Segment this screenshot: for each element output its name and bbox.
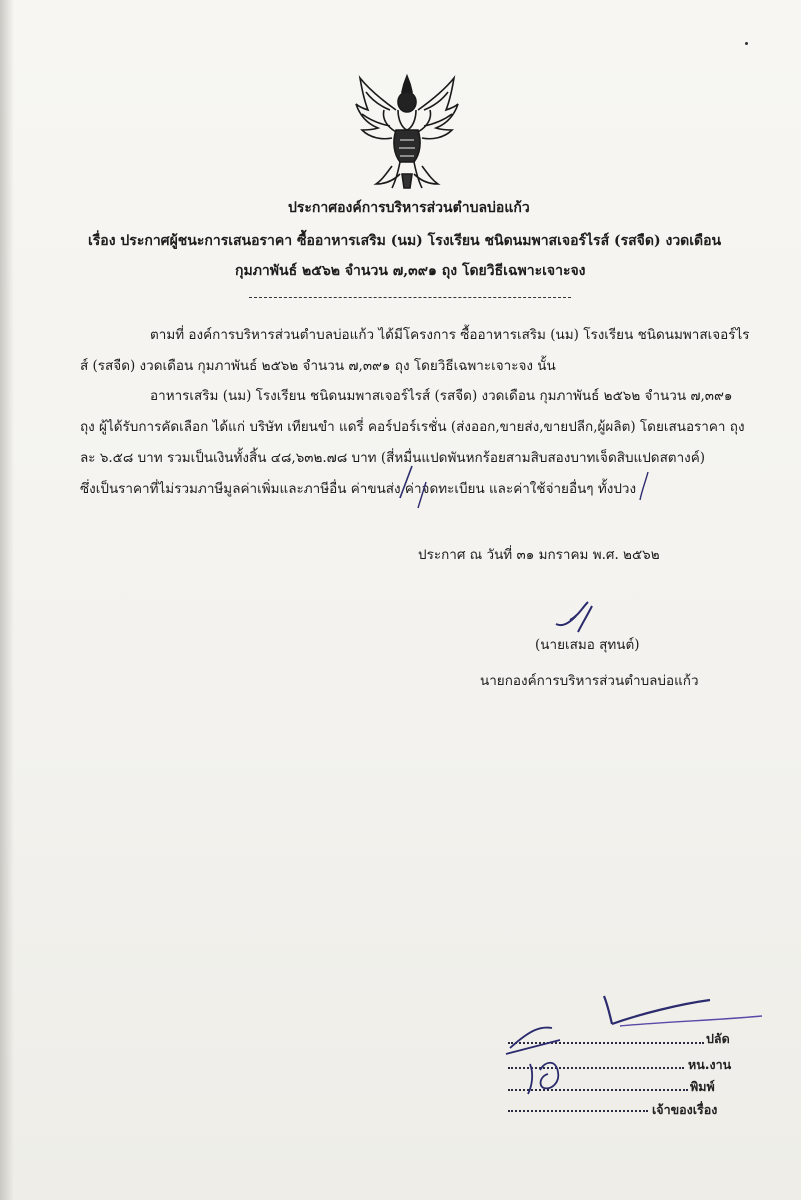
- paragraph-2-line-2: ถุง ผู้ได้รับการคัดเลือก ได้แก่ บริษัท เทียนขำ แดรี่ คอร์ปอร์เรชั่น (ส่งออก,ขายส่ง,ขายปลีก,ผู้ผลิต) โดยเสนอราคา ถุง: [80, 419, 745, 435]
- approval-initials: [500, 990, 780, 1110]
- approval-label-section-head: หน.งาน: [688, 1057, 732, 1072]
- signatory-name: (นายเสมอ สุทนต์): [535, 637, 640, 653]
- signature-scribble: [548, 598, 608, 638]
- approval-label-owner: เจ้าของเรื่อง: [652, 1102, 718, 1117]
- approval-label-typist: พิมพ์: [690, 1079, 715, 1094]
- signatory-position: นายกองค์การบริหารส่วนตำบลบ่อแก้ว: [480, 673, 699, 689]
- paragraph-2-line-4: ซึ่งเป็นราคาที่ไม่รวมภาษีมูลค่าเพิ่มและภาษีอื่น ค่าขนส่ง ค่าจดทะเบียน และค่าใช้จ่ายอื่นๆ ทั้งปวง: [80, 481, 637, 497]
- paragraph-2-line-1: อาหารเสริม (นม) โรงเรียน ชนิดนมพาสเจอร์ไรส์ (รสจืด) งวดเดือน กุมภาพันธ์ ๒๕๖๒ จำนวน ๗,๓๙๑: [150, 388, 733, 404]
- subject-line-1: เรื่อง ประกาศผู้ชนะการเสนอราคา ซื้ออาหารเสริม (นม) โรงเรียน ชนิดนมพาสเจอร์ไรส์ (รสจืด) งวดเดือน: [88, 233, 722, 249]
- org-announcement-title: ประกาศองค์การบริหารส่วนตำบลบ่อแก้ว: [288, 200, 530, 216]
- subject-line-2: กุมภาพันธ์ ๒๕๖๒ จำนวน ๗,๓๙๑ ถุง โดยวิธีเฉพาะเจาะจง: [235, 263, 586, 279]
- scan-speck: [745, 42, 748, 45]
- header-divider: [249, 297, 571, 298]
- paragraph-1-line-1: ตามที่ องค์การบริหารส่วนตำบลบ่อแก้ว ได้มีโครงการ ซื้ออาหารเสริม (นม) โรงเรียน ชนิดนมพาสเจอร์ไร: [150, 327, 750, 343]
- pen-strike-marks: [380, 460, 801, 520]
- announcement-date: ประกาศ ณ วันที่ ๓๑ มกราคม พ.ศ. ๒๕๖๒: [418, 547, 660, 563]
- approval-dotted-line-4: [508, 1110, 648, 1112]
- paragraph-2-line-3: ละ ๖.๕๘ บาท รวมเป็นเงินทั้งสิ้น ๔๘,๖๓๒.๗๘ บาท (สี่หมื่นแปดพันหกร้อยสามสิบสองบาทเจ็ดสิบแปดสตางค์): [80, 450, 706, 466]
- garuda-emblem: [352, 70, 462, 192]
- approval-label-deputy: ปลัด: [706, 1031, 730, 1046]
- paragraph-1-line-2: ส์ (รสจืด) งวดเดือน กุมภาพันธ์ ๒๕๖๒ จำนวน ๗,๓๙๑ ถุง โดยวิธีเฉพาะเจาะจง นั้น: [80, 358, 556, 374]
- scan-edge-shadow: [0, 0, 14, 1200]
